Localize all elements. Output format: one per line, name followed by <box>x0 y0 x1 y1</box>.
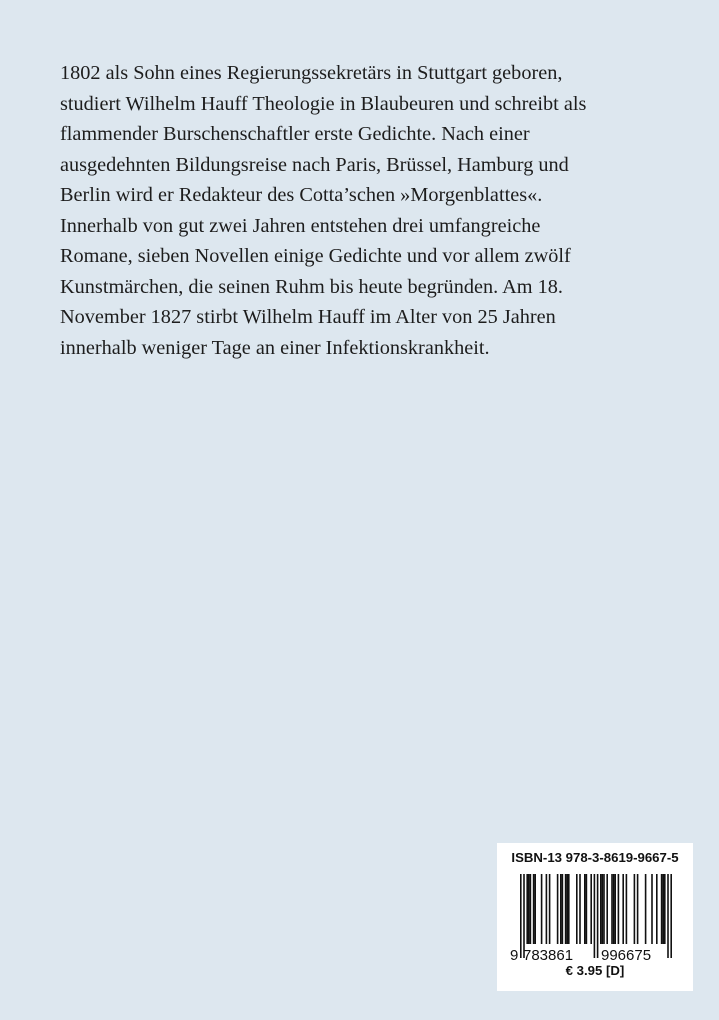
barcode-bar <box>565 874 567 944</box>
barcode-bar <box>622 874 624 944</box>
barcode-bar <box>603 874 605 944</box>
barcode-bar <box>651 874 653 944</box>
barcode-bar <box>533 874 535 944</box>
price-label: € 3.95 [D] <box>565 963 625 978</box>
barcode-digit-first: 9 <box>510 947 519 962</box>
barcode-bar <box>586 874 588 944</box>
barcode-bar <box>530 874 532 944</box>
barcode-bar <box>557 874 559 944</box>
barcode-bar <box>611 874 613 944</box>
barcode-bar <box>576 874 578 944</box>
barcode-bar <box>606 874 608 944</box>
barcode-bar <box>614 874 616 944</box>
isbn-barcode-label <box>497 843 693 991</box>
biography-line: ausgedehnten Bildungsreise nach Paris, Brüssel, Hamburg und <box>60 153 569 176</box>
barcode-bar <box>602 874 604 944</box>
barcode-bars <box>520 874 672 958</box>
barcode-digits-left: 783861 <box>523 947 574 962</box>
barcode-bar <box>656 874 658 944</box>
barcode-bar <box>637 874 639 944</box>
barcode-bar <box>566 874 568 944</box>
barcode-bar <box>526 874 528 944</box>
barcode-bar <box>534 874 536 944</box>
barcode-bar <box>590 874 592 944</box>
barcode-bar <box>662 874 664 944</box>
biography-line: flammender Burschenschaftler erste Gedichte. Nach einer <box>60 123 530 145</box>
biography-line: Romane, sieben Novellen einige Gedichte und vor allem zwölf <box>60 245 571 267</box>
barcode-guard-bar <box>667 874 669 958</box>
barcode-bar <box>661 874 663 944</box>
barcode-graphic <box>507 874 683 962</box>
barcode-bar <box>546 874 548 944</box>
barcode-bar <box>568 874 570 944</box>
biography-line: November 1827 stirbt Wilhelm Hauff im Alter von 25 Jahren <box>60 306 556 328</box>
barcode-guard-bar <box>670 874 672 958</box>
barcode-bar <box>645 874 647 944</box>
biography-line: 1802 als Sohn eines Regierungssekretärs in Stuttgart geboren, <box>60 62 563 84</box>
biography-line: Innerhalb von gut zwei Jahren entstehen drei umfangreiche <box>60 214 541 237</box>
biography-line: Kunstmärchen, die seinen Ruhm bis heute begründen. Am 18. <box>60 275 563 298</box>
barcode-guard-bar <box>523 874 525 958</box>
barcode-guard-bar <box>597 874 599 958</box>
barcode-bar <box>613 874 615 944</box>
barcode-bar <box>541 874 543 944</box>
barcode-bar <box>528 874 530 944</box>
biography-line: Berlin wird er Redakteur des Cotta’schen »Morgenblattes«. <box>60 184 543 206</box>
biography-line: innerhalb weniger Tage an einer Infektionskrankheit. <box>60 336 490 359</box>
barcode-bar <box>600 874 602 944</box>
barcode-bar <box>626 874 628 944</box>
barcode-bar <box>560 874 562 944</box>
barcode-bar <box>549 874 551 944</box>
author-biography <box>60 58 700 363</box>
biography-line: studiert Wilhelm Hauff Theologie in Blaubeuren und schreibt als <box>60 92 587 115</box>
barcode-digits-right: 996675 <box>601 947 652 962</box>
barcode-bar <box>579 874 581 944</box>
barcode-guard-bar <box>594 874 596 958</box>
barcode-bar <box>584 874 586 944</box>
barcode-bar <box>664 874 666 944</box>
barcode-bar <box>634 874 636 944</box>
barcode-bar <box>618 874 620 944</box>
isbn-number: ISBN-13 978-3-8619-9667-5 <box>511 850 679 865</box>
barcode-guard-bar <box>520 874 522 958</box>
barcode-bar <box>562 874 564 944</box>
